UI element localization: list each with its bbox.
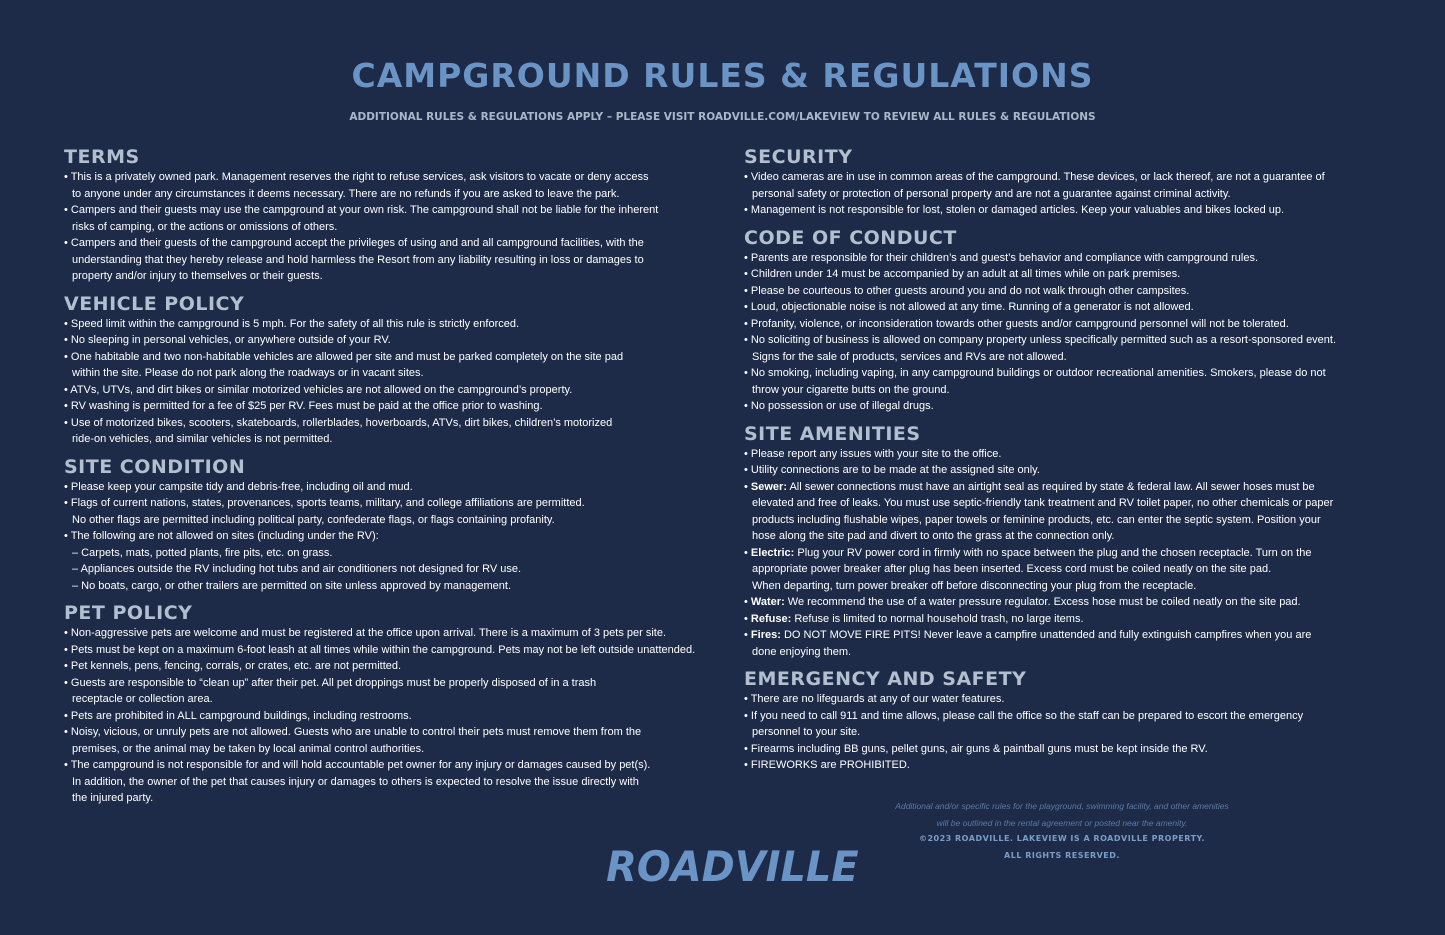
rule-text: • This is a privately owned park. Management reserves the right to refuse services, ask visitors to vacate or deny access to anyone under any circumstances it deems necessary. There are no refunds if you are asked to leave the park. <box>64 171 649 200</box>
left-column <box>64 145 714 814</box>
rule-item <box>64 349 714 382</box>
rule-item <box>744 266 1394 283</box>
rule-item <box>64 332 714 349</box>
rule-text: • Use of motorized bikes, scooters, skateboards, rollerblades, hoverboards, ATVs, dirt bikes, children’s motorized ride-on vehicles, and similar vehicles is not permitted. <box>64 416 613 445</box>
rule-list <box>744 691 1394 774</box>
section <box>64 455 714 595</box>
section-heading: SECURITY <box>744 146 853 168</box>
rule-item <box>744 250 1394 267</box>
rule-text: • No smoking, including vaping, in any campground buildings or outdoor recreational amenities. Smokers, please do not throw your cigarette butts on the ground. <box>744 367 1326 396</box>
rule-text: – No boats, cargo, or other trailers are permitted on site unless approved by management. <box>72 579 512 592</box>
rule-item <box>744 398 1394 415</box>
rule-label: Electric: <box>750 546 795 559</box>
rule-text: • If you need to call 911 and time allows, please call the office so the staff can be prepared to escort the emergency personnel to your site. <box>744 709 1304 738</box>
rule-text: • Speed limit within the campground is 5 mph. For the safety of all this rule is strictly enforced. <box>64 317 520 330</box>
rule-text: Plug your RV power cord in firmly with no space between the plug and the chosen receptacle. Turn on the appropriate power breaker after plug has been inserted. Excess cord must be coiled neatly on the site pad. When departing, turn power breaker off before disconnecting your plug from the receptacle. <box>752 546 1312 592</box>
rule-item <box>64 169 714 202</box>
rule-item <box>64 316 714 333</box>
rule-text: • FIREWORKS are PROHIBITED. <box>744 759 910 771</box>
rule-text: • Noisy, vicious, or unruly pets are not allowed. Guests who are unable to control their pets must remove them from the premises, or the animal may be taken by local animal control authorities. <box>64 726 642 755</box>
rule-item <box>744 708 1394 741</box>
rule-item <box>64 578 714 595</box>
rule-text: Refuse is limited to normal household trash, no large items. <box>791 612 1084 625</box>
section-heading: VEHICLE POLICY <box>64 292 245 315</box>
rule-text: • Please be courteous to other guests around you and do not walk through other campsites. <box>744 284 1190 297</box>
rule-item: • Fires: DO NOT MOVE FIRE PITS! Never leave a campfire unattended and fully extinguish campfires when you are done enjoying them. <box>744 629 1312 658</box>
footnote-line: will be outlined in the rental agreement or posted near the amenity. <box>936 817 1188 828</box>
right-column <box>744 145 1394 781</box>
rule-text: • Firearms including BB guns, pellet guns, air guns & paintball guns must be kept inside the RV. <box>744 742 1208 755</box>
rule-item <box>64 382 714 399</box>
section <box>744 226 1394 415</box>
rule-text: • No possession or use of illegal drugs. <box>744 400 934 412</box>
rule-item: • Electric: Plug your RV power cord in firmly with no space between the plug and the chosen receptacle. Turn on the appropriate power breaker after plug has been inserted. Excess cord must be coiled neatly on the site pad. When departing, turn power breaker off before disconnecting your plug from the receptacle. <box>744 546 1312 592</box>
rule-text: • There are no lifeguards at any of our water features. <box>744 693 1005 705</box>
rule-text: • Management is not responsible for lost, stolen or damaged articles. Keep your valuables and bikes locked up. <box>744 204 1285 216</box>
roadville-logo: ROADVILLE <box>606 842 859 891</box>
section <box>64 145 714 285</box>
rule-text: All sewer connections must have an airtight seal as required by state & federal law. All sewer hoses must be elevated and free of leaks. You must use septic-friendly tank treatment and RV toilet paper, no other chemicals or paper products including flushable wipes, paper towels or feminine products, etc. can enter the septic system. Position your hose along the site pad and divert to onto the grass at the connection only. <box>752 480 1334 542</box>
rule-label: Water: <box>750 596 785 608</box>
rule-text: • Loud, objectionable noise is not allowed at any time. Running of a generator is not allowed. <box>744 301 1194 313</box>
rule-text: • The campground is not responsible for and will hold accountable pet owner for any injury or damages caused by pet(s). In addition, the owner of the pet that causes injury or damages to others is expected to resolve the issue directly with the injured party. <box>64 759 651 804</box>
rule-item <box>744 462 1394 479</box>
rule-text: • Guests are responsible to “clean up” after their pet. All pet droppings must be properly disposed of in a trash receptacle or collection area. <box>64 676 597 705</box>
rule-item <box>64 528 714 545</box>
rule-text: • Please report any issues with your site to the office. <box>744 447 1002 460</box>
rule-text: • One habitable and two non-habitable vehicles are allowed per site and must be parked completely on the site pad within the site. Please do not park along the roadways or in vacant sites. <box>64 350 624 379</box>
rule-text: • Video cameras are in use in common areas of the campground. These devices, or lack thereof, are not a guarantee of personal safety or protection of personal property and are not a guarantee against criminal activity. <box>744 171 1325 200</box>
rule-item <box>64 415 714 448</box>
rule-list <box>64 625 714 807</box>
rule-item <box>64 708 714 725</box>
rule-text: • Campers and their guests may use the campground at your own risk. The campground shall not be liable for the inherent risks of camping, or the actions or omissions of others. <box>64 204 659 233</box>
rule-item <box>744 299 1394 316</box>
page-subtitle: ADDITIONAL RULES & REGULATIONS APPLY – PLEASE VISIT ROADVILLE.COM/LAKEVIEW TO REVIEW ALL RULES & REGULATIONS <box>349 111 1096 123</box>
rule-label: Fires: <box>750 629 781 641</box>
rule-list <box>744 250 1394 415</box>
section-heading: EMERGENCY AND SAFETY <box>744 668 1027 690</box>
rule-item <box>64 625 714 642</box>
rule-item <box>744 446 1394 463</box>
rule-item <box>744 741 1394 758</box>
section <box>744 422 1394 661</box>
section-heading: PET POLICY <box>64 602 193 624</box>
section <box>64 601 714 807</box>
rule-item: • Water: We recommend the use of a water pressure regulator. Excess hose must be coiled neatly on the site pad. <box>744 596 1301 608</box>
rule-list <box>744 169 1394 219</box>
section-heading: SITE AMENITIES <box>744 422 921 445</box>
rule-text: • Please keep your campsite tidy and debris-free, including oil and mud. <box>64 480 413 493</box>
section <box>744 145 1394 219</box>
rule-list <box>64 479 714 595</box>
rule-list <box>744 446 1394 661</box>
rule-text: – Appliances outside the RV including hot tubs and air conditioners not designed for RV use. <box>72 563 522 575</box>
rule-item <box>64 724 714 757</box>
rule-item <box>64 561 714 578</box>
rule-text: • The following are not allowed on sites (including under the RV): <box>64 530 379 542</box>
rule-item <box>64 202 714 235</box>
rule-item: • Refuse: Refuse is limited to normal household trash, no large items. <box>744 612 1084 625</box>
rule-item <box>64 479 714 496</box>
rule-text: • Utility connections are to be made at the assigned site only. <box>744 464 1040 476</box>
copyright-line: ©2023 ROADVILLE. LAKEVIEW IS A ROADVILLE PROPERTY. <box>918 834 1206 843</box>
rule-text: • Non-aggressive pets are welcome and must be registered at the office upon arrival. There is a maximum of 3 pets per site. <box>64 627 667 639</box>
footnote-line: Additional and/or specific rules for the playground, swimming facility, and other amenities <box>895 801 1229 811</box>
rule-list <box>64 316 714 448</box>
rule-item <box>64 495 714 528</box>
rule-text: • Flags of current nations, states, provenances, sports teams, military, and college affiliations are permitted. No other flags are permitted including political party, confederate flags, or flags containing profanity. <box>64 497 585 526</box>
rule-item <box>64 675 714 708</box>
rule-text: • Children under 14 must be accompanied by an adult at all times while on park premises. <box>744 268 1181 280</box>
rule-item <box>64 545 714 562</box>
rule-text: We recommend the use of a water pressure regulator. Excess hose must be coiled neatly on the site pad. <box>784 596 1301 608</box>
rule-text: DO NOT MOVE FIRE PITS! Never leave a campfire unattended and fully extinguish campfires when you are done enjoying them. <box>752 629 1312 658</box>
rule-item <box>64 757 714 807</box>
rule-text: • No soliciting of business is allowed on company property unless specifically permitted such as a resort-sponsored event. Signs for the sale of products, services and RVs are not allowed. <box>744 334 1337 363</box>
rule-text: • RV washing is permitted for a fee of $25 per RV. Fees must be paid at the office prior to washing. <box>64 400 543 412</box>
rule-item <box>744 316 1394 333</box>
rule-item <box>744 691 1394 708</box>
rule-text: • Campers and their guests of the campground accept the privileges of using and and all campground facilities, with the understanding that they hereby release and hold harmless the Resort from any liability resulting in loss or damages to property and/or injury to themselves or their guests. <box>64 237 644 282</box>
rule-text: • ATVs, UTVs, and dirt bikes or similar motorized vehicles are not allowed on the campground’s property. <box>64 383 573 396</box>
rule-label: Sewer: <box>750 480 787 493</box>
footnote <box>862 798 1262 864</box>
section <box>744 667 1394 774</box>
rule-text: • Pets must be kept on a maximum 6-foot leash at all times while within the campground. Pets may not be left outside unattended. <box>64 643 696 656</box>
rule-item <box>64 658 714 675</box>
rule-label: Refuse: <box>750 612 792 625</box>
rule-item <box>64 235 714 285</box>
rule-text: • Parents are responsible for their children’s and guest’s behavior and compliance with campground rules. <box>744 251 1259 264</box>
section-heading: SITE CONDITION <box>64 455 246 478</box>
rule-item <box>64 642 714 659</box>
copyright-line: ALL RIGHTS RESERVED. <box>1004 850 1120 860</box>
rule-item <box>64 398 714 415</box>
rule-item <box>744 757 1394 774</box>
rule-item: • Sewer: All sewer connections must have an airtight seal as required by state & federal law. All sewer hoses must be elevated and free of leaks. You must use septic-friendly tank treatment and RV toilet paper, no other chemicals or paper products including flushable wipes, paper towels or feminine products, etc. can enter the septic system. Position your hose along the site pad and divert to onto the grass at the connection only. <box>744 480 1334 542</box>
rule-item <box>744 202 1394 219</box>
section-heading: CODE OF CONDUCT <box>744 226 957 249</box>
section-heading: TERMS <box>64 146 140 168</box>
rule-item <box>744 332 1394 365</box>
rule-item <box>744 283 1394 300</box>
page-title: CAMPGROUND RULES & REGULATIONS <box>351 56 1094 95</box>
rule-item <box>744 169 1394 202</box>
rule-text: • No sleeping in personal vehicles, or anywhere outside of your RV. <box>64 334 391 346</box>
rule-text: • Pet kennels, pens, fencing, corrals, or crates, etc. are not permitted. <box>64 660 402 672</box>
rule-list <box>64 169 714 285</box>
section <box>64 292 714 448</box>
rule-text: • Pets are prohibited in ALL campground buildings, including restrooms. <box>64 709 412 722</box>
rule-item <box>744 365 1394 398</box>
rule-text: – Carpets, mats, potted plants, fire pits, etc. on grass. <box>72 546 333 559</box>
rule-text: • Profanity, violence, or inconsideration towards other guests and/or campground personnel will not be tolerated. <box>744 317 1289 330</box>
